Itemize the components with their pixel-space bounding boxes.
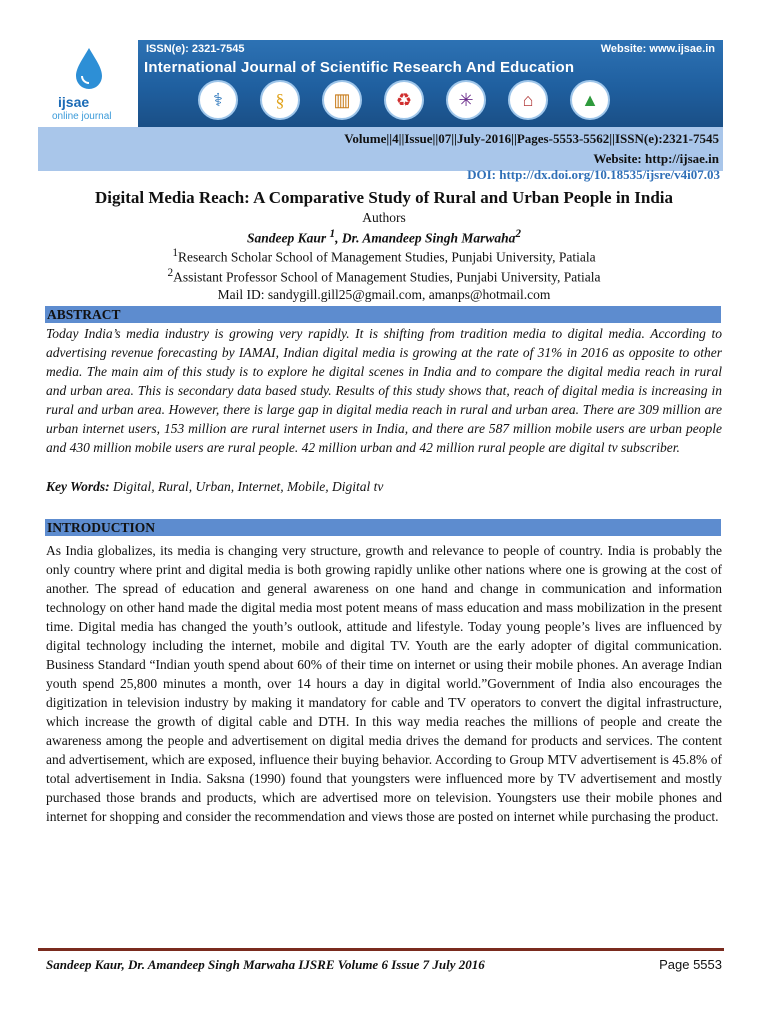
water-drop-icon [72, 46, 106, 92]
keywords [46, 479, 383, 495]
banner-icons [198, 80, 610, 120]
paper-title: Digital Media Reach: A Comparative Study of Rural and Urban People in India [94, 188, 674, 207]
affiliation-1 [0, 247, 768, 266]
authors-label: Authors [362, 210, 406, 225]
keywords-text: Digital, Rural, Urban, Internet, Mobile, Digital tv [109, 479, 384, 494]
footer-divider [38, 948, 724, 951]
dna-icon: § [260, 80, 300, 120]
author-1-sup: 1 [329, 228, 336, 240]
affiliation-1-sup: 1 [172, 247, 179, 259]
footer-citation: Sandeep Kaur, Dr. Amandeep Singh Marwaha IJSRE Volume 6 Issue 7 July 2016 [46, 957, 485, 972]
chart-icon: ▥ [322, 80, 362, 120]
logo-text: ijsae [58, 94, 90, 110]
affiliation-2 [0, 267, 768, 286]
affiliation-2-text: Assistant Professor School of Management Studies, Punjabi University, Patiala [173, 269, 601, 285]
author-2-sup: 2 [515, 228, 522, 240]
keywords-label: Key Words: [46, 479, 110, 494]
doi-link[interactable]: DOI: http://dx.doi.org/10.18535/ijsre/v4i07.03 [467, 167, 720, 182]
abstract-heading: ABSTRACT [45, 306, 721, 323]
author-1: Sandeep Kaur [246, 230, 330, 246]
author-names [0, 228, 768, 247]
website-line: Website: http://ijsae.in [593, 151, 719, 166]
banner-issn: ISSN(e): 2321-7545 [146, 43, 245, 55]
page-number: Page 5553 [659, 957, 722, 972]
medical-icon: ⚕ [198, 80, 238, 120]
journal-banner [38, 40, 723, 127]
journal-name: International Journal of Scientific Research And Education [144, 59, 575, 76]
building-icon: ⌂ [508, 80, 548, 120]
logo-subtext: online journal [52, 111, 112, 122]
network-icon: ✳ [446, 80, 486, 120]
triangle-icon: ▲ [570, 80, 610, 120]
journal-logo [38, 40, 138, 127]
issue-line: Volume||4||Issue||07||July-2016||Pages-5553-5562||ISSN(e):2321-7545 [344, 131, 719, 146]
issue-meta-bar [38, 127, 723, 171]
affiliation-2-sup: 2 [167, 267, 174, 279]
mail-ids: Mail ID: sandygill.gill25@gmail.com, amanps@hotmail.com [217, 287, 551, 302]
abstract-text: Today India’s media industry is growing very rapidly. It is shifting from tradition media to digital media. According to advertising revenue forecasting by IAMAI, Indian digital media is growing at the rate of 31% in 2016 as opposite to other media. The main aim of this study is to explore he digital scenes in India and to compare the digital media reach in rural and urban area. This is secondary data based study. Results of this study shows that, reach of digital media is increasing in rural and urban area. However, there is large gap in digital media reach in rural and urban area. There are 309 million are urban internet users, 153 million are rural internet users in India, and there are 587 million mobile users are urban people and 430 million mobile users are rural people. 42 million urban and 42 million rural people are digital tv subscriber. [46, 326, 722, 455]
banner-website: Website: www.ijsae.in [600, 43, 715, 55]
author-2: , Dr. Amandeep Singh Marwaha [335, 230, 516, 246]
recycle-icon: ♻ [384, 80, 424, 120]
introduction-text: As India globalizes, its media is changing very structure, growth and relevance to people of country. India is probably the only country where print and digital media is both growing rapidly unlike other nations where one is growing at the cost of another. The spread of education and general awareness on one hand and change in communication and information technology on other hand made the digital media most potent means of mass education and mass mobilization in the present time. Digital media has changed the youth’s outlook, attitude and lifestyle. Today young people’s lives are influenced by digital technology including the internet, mobile and digital TV. Youth are the early adopter of digital communication. Business Standard “Indian youth spend about 60% of their time on internet or using their mobile phones. An average Indian youth spend 25,800 minutes a month, over 14 hours a day in digital world.”Government of India also encourages the digitization in television industry by making it mandatory for cable and TV operators to convert the digital infrastructure, which increase the growth of digital cable and DTH. In this way media reaches the millions of people and create the awareness among the people and advertisement on digital media drives the demand for products and services. The content and advertisement, which are exposed, influence their buying behavior. According to Group MTV advertisement is 45.8% of total advertisement in India. Saksna (1990) found that youngsters were influenced more by TV advertisement and mostly purchased those brands and products, which are advertised more on television. Youngsters use their mobile phones and internet for shopping and consider the recommendation and views those are posted on internet while purchasing the product. [46, 543, 722, 824]
affiliation-1-text: Research Scholar School of Management Studies, Punjabi University, Patiala [178, 249, 596, 265]
introduction-heading: INTRODUCTION [45, 519, 721, 536]
